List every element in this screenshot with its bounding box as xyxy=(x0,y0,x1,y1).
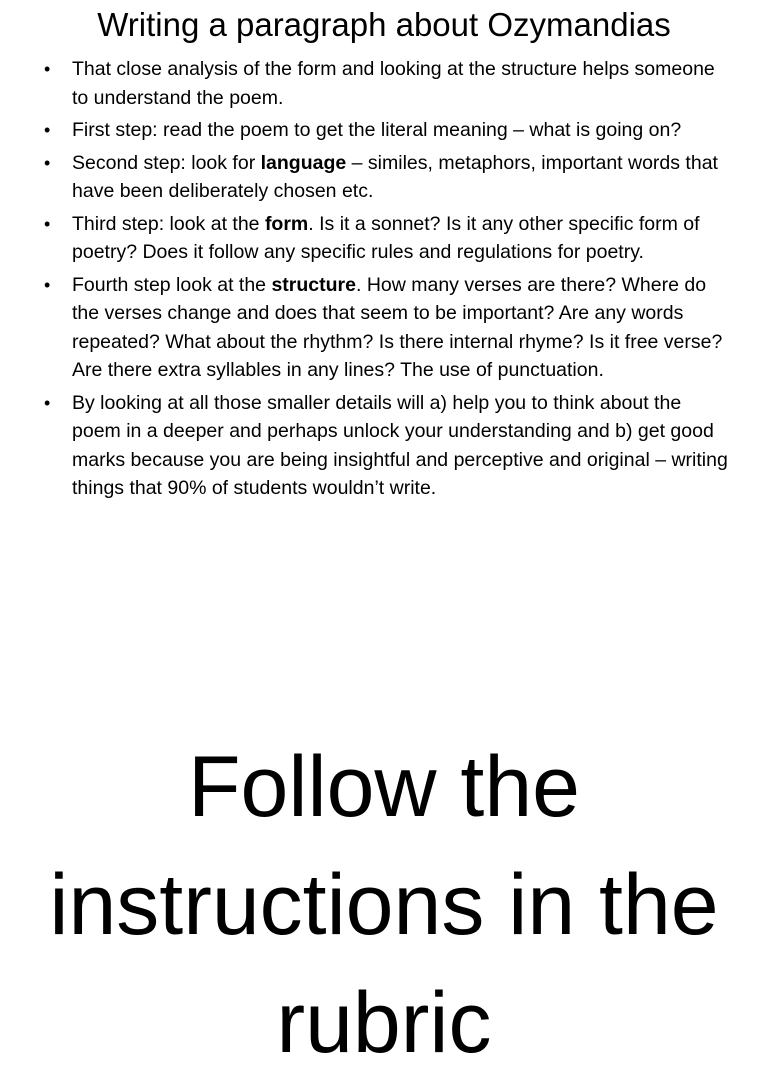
bullet-dot: • xyxy=(44,120,51,140)
slide-two-instruction: Follow the instructions in the rubric xyxy=(49,739,719,1071)
bullet-text: Fourth step look at the xyxy=(72,273,272,296)
bullet-text: Third step: look at the xyxy=(72,212,265,235)
bullet-text: By looking at all those smaller details will a) help you to think about the poem in a deeper and perhaps unlock your understanding and b) get good marks because you are being insightful and perceptive and original – writing things that 90% of students wouldn’t write. xyxy=(72,391,728,499)
bullet-text-after: – similes, metaphors, important words that have been deliberately chosen etc. xyxy=(72,151,718,202)
bullet-text: First step: read the poem to get the literal meaning – what is going on? xyxy=(72,119,682,141)
bullet-item-2 xyxy=(0,116,768,145)
bullet-dot: • xyxy=(44,392,51,413)
bullet-emphasis-form: form xyxy=(264,212,309,235)
bullet-emphasis-language: language xyxy=(260,151,347,174)
bullet-text-after: . How many verses are there? Where do the verses change and does that seem to be important? Are any words repeated? What about the rhythm? Is there internal rhyme? Is it free verse? Are there extra syllables in any lines? The use of punctuation. xyxy=(72,273,723,381)
slide-title: Writing a paragraph about Ozymandias xyxy=(97,6,671,43)
bullet-dot: • xyxy=(44,274,51,295)
bullet-item-6 xyxy=(0,389,768,503)
bullet-text: That close analysis of the form and looking at the structure helps someone to understand the poem. xyxy=(72,58,715,109)
bullet-dot: • xyxy=(44,152,51,173)
bullet-list xyxy=(0,55,768,503)
bullet-dot: • xyxy=(44,213,51,234)
bullet-text: Second step: look for xyxy=(72,151,261,174)
bullet-item-4 xyxy=(0,210,768,267)
bullet-emphasis-structure: structure xyxy=(271,273,356,296)
bullet-item-5 xyxy=(0,271,768,385)
bullet-dot: • xyxy=(44,59,51,79)
bullet-item-3 xyxy=(0,149,768,206)
bullet-item-1 xyxy=(0,55,768,112)
bullet-text-after: . Is it a sonnet? Is it any other specific form of poetry? Does it follow any specific rules and regulations for poetry. xyxy=(72,212,700,263)
